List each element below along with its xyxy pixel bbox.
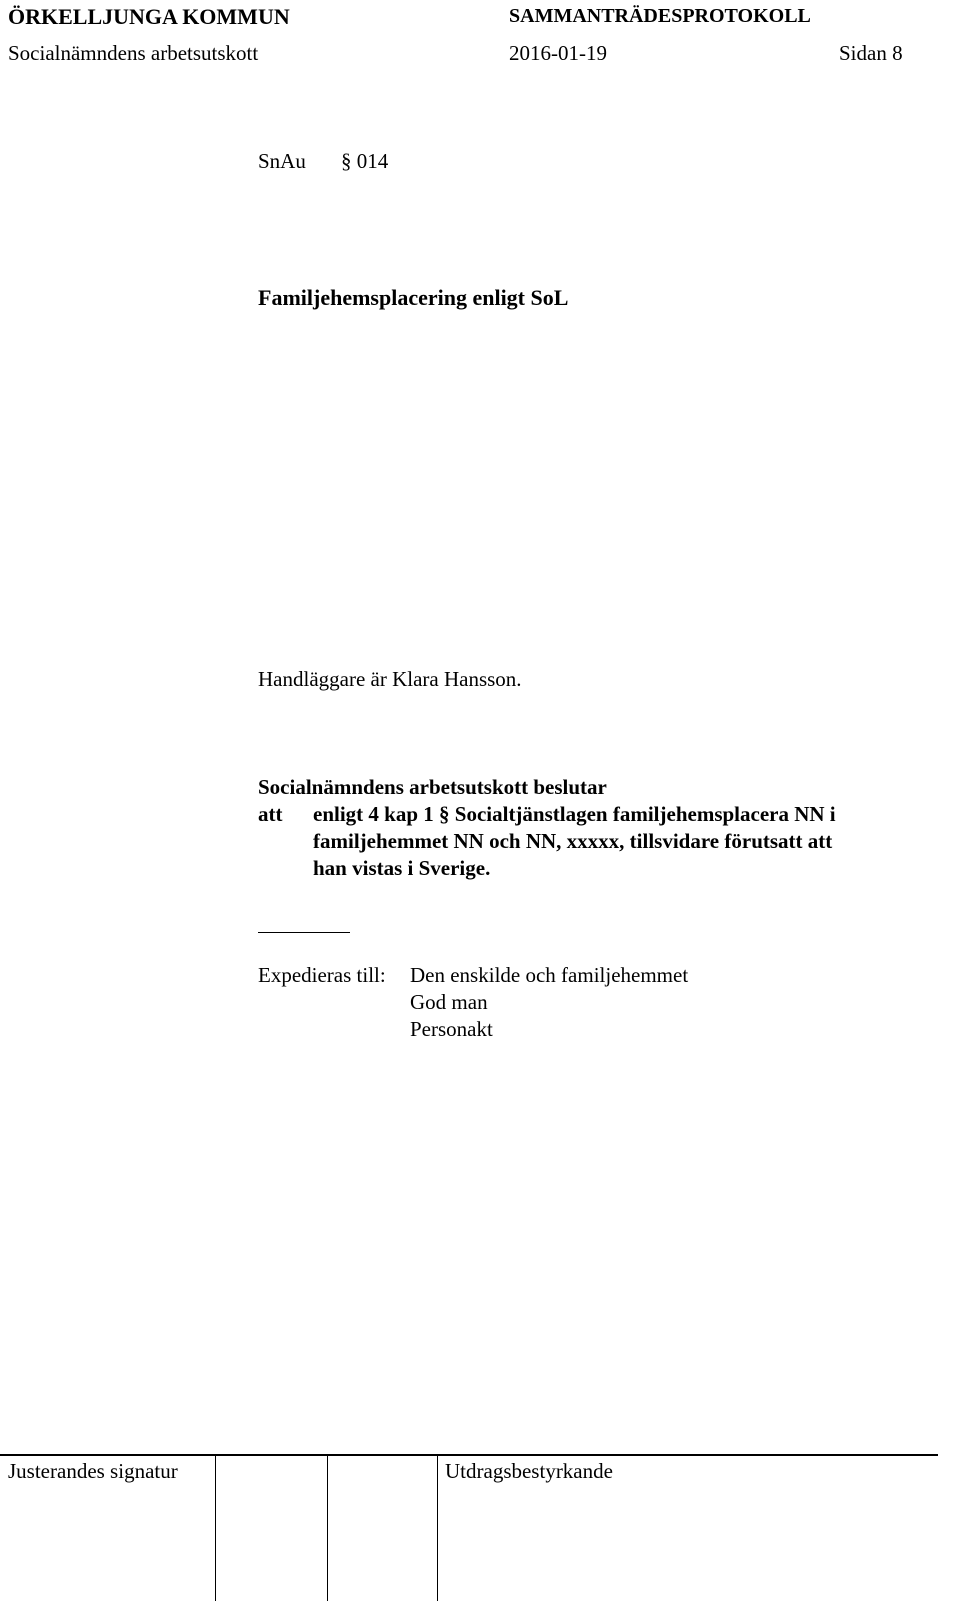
footer-divider <box>327 1455 328 1601</box>
att-label: att <box>258 802 283 826</box>
decision-line-1: enligt 4 kap 1 § Socialtjänstlagen familjehemsplacera NN i <box>313 802 836 826</box>
footer-divider <box>215 1455 216 1601</box>
decision-line-2: familjehemmet NN och NN, xxxxx, tillsvidare förutsatt att <box>313 829 833 853</box>
dispatch-recipient: Den enskilde och familjehemmet <box>410 963 689 987</box>
page-title: Familjehemsplacering enligt SoL <box>258 285 569 310</box>
dispatch-recipient: God man <box>410 990 488 1014</box>
decision-heading: Socialnämndens arbetsutskott beslutar <box>258 775 607 799</box>
footer-top-border <box>0 1454 938 1456</box>
municipality-name: ÖRKELLJUNGA KOMMUN <box>8 4 290 29</box>
footer-divider <box>437 1455 438 1601</box>
dispatch-label: Expedieras till: <box>258 963 386 987</box>
meeting-date: 2016-01-19 <box>509 41 607 65</box>
section-paragraph: § 014 <box>341 149 389 173</box>
document-type: SAMMANTRÄDESPROTOKOLL <box>509 5 811 27</box>
handler-line: Handläggare är Klara Hansson. <box>258 667 522 691</box>
extract-certification-label: Utdragsbestyrkande <box>445 1459 613 1483</box>
page-number: Sidan 8 <box>839 41 903 65</box>
decision-line-3: han vistas i Sverige. <box>313 856 491 880</box>
signature-label: Justerandes signatur <box>8 1459 178 1483</box>
separator-line <box>258 932 350 933</box>
dispatch-recipient: Personakt <box>410 1017 493 1041</box>
section-body: SnAu <box>258 149 306 173</box>
committee-name: Socialnämndens arbetsutskott <box>8 41 259 65</box>
